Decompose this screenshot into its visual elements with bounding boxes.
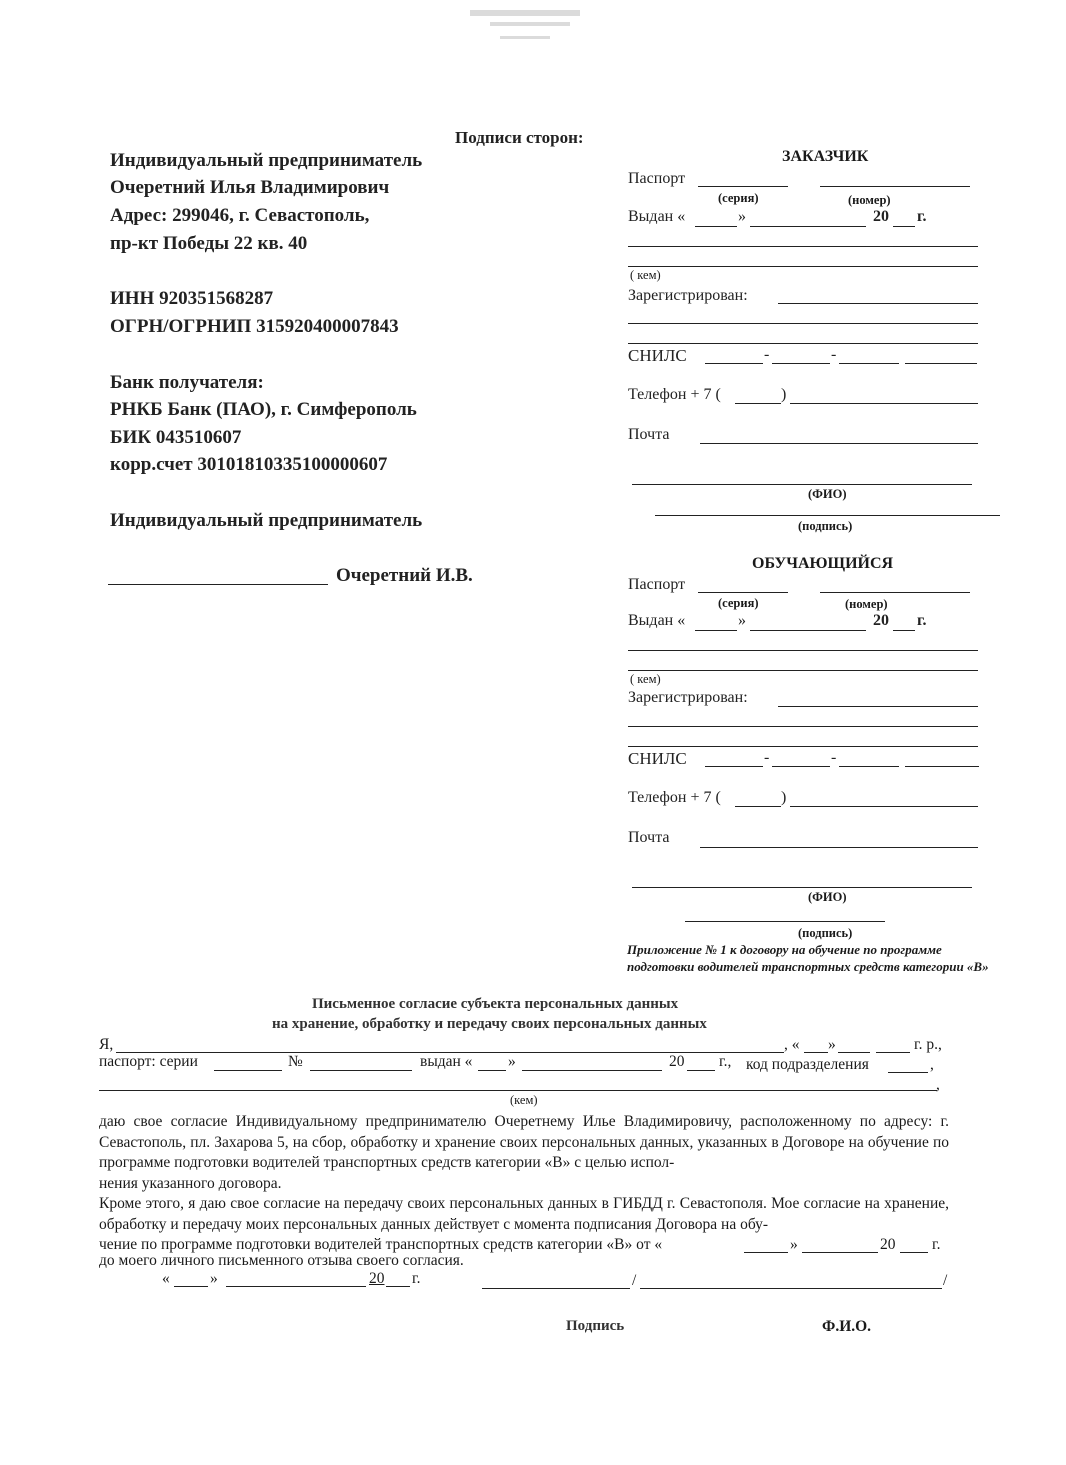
consent-passport-number-field[interactable] xyxy=(310,1070,412,1071)
customer-snils-part-2[interactable] xyxy=(772,363,830,364)
customer-signature-field[interactable] xyxy=(655,515,1000,516)
snils-dash: - xyxy=(764,346,770,363)
consent-contract-month-field[interactable] xyxy=(802,1252,878,1253)
consent-birth-day-field[interactable] xyxy=(804,1052,828,1053)
customer-by-whom-caption: ( кем) xyxy=(630,268,661,282)
consent-fio-caption: Ф.И.О. xyxy=(822,1318,872,1335)
student-snils-part-3[interactable] xyxy=(839,766,899,767)
consent-title-2: на хранение, обработку и передачу своих персональных данных xyxy=(272,1016,707,1032)
quote-close: » xyxy=(828,1036,836,1053)
paren-close: ) xyxy=(781,386,787,403)
consent-issued-day-field[interactable] xyxy=(478,1070,506,1071)
customer-mail-label: Почта xyxy=(628,426,670,443)
scan-artifact xyxy=(490,22,570,26)
customer-snils-label: СНИЛС xyxy=(628,346,687,365)
student-fio-field[interactable] xyxy=(632,887,972,888)
snils-dash: - xyxy=(831,749,837,766)
year-suffix: г., xyxy=(719,1053,732,1070)
customer-snils-part-3[interactable] xyxy=(839,363,899,364)
consent-paragraph-2-line3: чение по программе подготовки водителей транспортных средств категории «В» от « xyxy=(99,1236,663,1253)
quote-close: » xyxy=(508,1053,516,1070)
bank-bik: БИК 043510607 xyxy=(110,427,242,448)
customer-registered-field-2[interactable] xyxy=(628,323,978,324)
consent-kem-caption: (кем) xyxy=(510,1093,538,1107)
sign-name: Очеретний И.В. xyxy=(336,565,473,586)
student-snils-part-2[interactable] xyxy=(772,766,830,767)
student-phone-label: Телефон + 7 ( xyxy=(628,789,721,806)
student-registered-field-3[interactable] xyxy=(628,746,978,747)
comma: , xyxy=(936,1076,940,1093)
slash: / xyxy=(943,1272,948,1289)
consent-sign-day-field[interactable] xyxy=(174,1286,208,1287)
year-prefix: 20 xyxy=(873,208,889,225)
customer-issued-by-field[interactable] xyxy=(628,246,978,247)
student-issued-by-field[interactable] xyxy=(628,650,978,651)
student-signature-caption: (подпись) xyxy=(798,926,853,940)
consent-paragraph-2-end: до моего личного письменного отзыва своего согласия. xyxy=(99,1252,464,1269)
year-suffix: г. xyxy=(932,1236,941,1253)
consent-contract-day-field[interactable] xyxy=(744,1252,788,1253)
consent-paragraph-2 xyxy=(99,1194,949,1235)
customer-issued-month-field[interactable] xyxy=(750,226,866,227)
consent-issued-month-field[interactable] xyxy=(522,1070,662,1071)
year-suffix: г. xyxy=(917,208,927,225)
consent-issued-by-field[interactable] xyxy=(99,1090,937,1091)
contractor-line-2: Очеретний Илья Владимирович xyxy=(110,177,390,198)
year-prefix: 20 xyxy=(873,612,889,629)
student-passport-number-field[interactable] xyxy=(820,592,970,593)
consent-fio-field[interactable] xyxy=(640,1288,942,1289)
consent-passport-label: паспорт: серии xyxy=(99,1053,198,1070)
appendix-line-1: Приложение № 1 к договору на обучение по программе xyxy=(627,942,942,957)
date-open: « xyxy=(162,1270,170,1287)
student-issued-label: Выдан « xyxy=(628,612,686,629)
student-issued-month-field[interactable] xyxy=(750,630,866,631)
consent-number-label: № xyxy=(288,1053,303,1070)
student-snils-part-1[interactable] xyxy=(705,766,763,767)
sign-title: Индивидуальный предприниматель xyxy=(110,510,423,531)
contractor-line-3: Адрес: 299046, г. Севастополь, xyxy=(110,205,370,226)
date-close: » xyxy=(210,1270,218,1287)
consent-paragraph-1 xyxy=(99,1112,949,1194)
quote-close: » xyxy=(790,1236,798,1253)
customer-registered-field-3[interactable] xyxy=(628,343,978,344)
customer-passport-label: Паспорт xyxy=(628,170,686,187)
student-mail-label: Почта xyxy=(628,829,670,846)
student-series-caption: (серия) xyxy=(718,596,759,610)
customer-fio-caption: (ФИО) xyxy=(808,487,847,501)
snils-dash: - xyxy=(831,346,837,363)
consent-contract-year-field[interactable] xyxy=(900,1252,928,1253)
consent-issued-year-field[interactable] xyxy=(687,1070,715,1071)
contractor-inn: ИНН 920351568287 xyxy=(110,288,274,309)
customer-phone-code-field[interactable] xyxy=(735,403,781,404)
consent-birth-open: , « xyxy=(784,1036,800,1053)
year-suffix: г. xyxy=(917,612,927,629)
student-mail-field[interactable] xyxy=(700,847,978,848)
consent-ya-label: Я, xyxy=(99,1036,114,1053)
consent-signature-field[interactable] xyxy=(482,1288,630,1289)
student-passport-label: Паспорт xyxy=(628,576,686,593)
year-prefix: 20 xyxy=(369,1270,385,1287)
year-prefix: 20 xyxy=(669,1053,685,1070)
consent-paragraph-1-text: даю свое согласие Индивидуальному предпринимателю Очеретнему Илье Владимировичу, расположенному по адресу: г. Севастополь, пл. Захарова 5, на сбор, обработку и хранение своих персональных данных, указанных в Договоре на обучение по программе подготовки водителей транспортных средств категории «В» с целью испол- xyxy=(99,1113,949,1171)
student-signature-field[interactable] xyxy=(685,921,885,922)
student-title: ОБУЧАЮЩИЙСЯ xyxy=(752,555,894,572)
student-phone-code-field[interactable] xyxy=(735,806,781,807)
student-issued-day-field[interactable] xyxy=(695,630,737,631)
page-title: Подписи сторон: xyxy=(455,128,584,147)
customer-fio-field[interactable] xyxy=(632,484,972,485)
contractor-ogrn: ОГРН/ОГРНИП 315920400007843 xyxy=(110,316,399,337)
student-issued-by-field-2[interactable] xyxy=(628,670,978,671)
contractor-signature-line[interactable] xyxy=(108,584,328,585)
customer-issued-label: Выдан « xyxy=(628,208,686,225)
customer-snils-part-4[interactable] xyxy=(905,363,977,364)
consent-paragraph-2-text: Кроме этого, я даю свое согласие на передачу своих персональных данных в ГИБДД г. Севастополя. Мое согласие на хранение, обработку и передачу моих персональных данных действует с момента подписания Договора на обу- xyxy=(99,1195,949,1233)
customer-issued-day-field[interactable] xyxy=(695,226,737,227)
customer-phone-label: Телефон + 7 ( xyxy=(628,386,721,403)
consent-birth-month-field[interactable] xyxy=(838,1052,870,1053)
customer-passport-series-field[interactable] xyxy=(698,186,788,187)
bank-name: РНКБ Банк (ПАО), г. Симферополь xyxy=(110,399,417,420)
year-prefix: 20 xyxy=(880,1236,896,1253)
student-by-whom-caption: ( кем) xyxy=(630,672,661,686)
customer-mail-field[interactable] xyxy=(700,443,978,444)
consent-paragraph-1-end: нения указанного договора. xyxy=(99,1174,282,1192)
appendix-line-2: подготовки водителей транспортных средств категории «В» xyxy=(627,959,989,974)
quote-close: » xyxy=(738,612,746,629)
customer-signature-caption: (подпись) xyxy=(798,519,853,533)
student-number-caption: (номер) xyxy=(845,597,888,611)
consent-passport-series-field[interactable] xyxy=(214,1070,282,1071)
contractor-line-1: Индивидуальный предприниматель xyxy=(110,150,423,171)
student-registered-field[interactable] xyxy=(778,706,978,707)
consent-sign-month-field[interactable] xyxy=(226,1286,366,1287)
paren-close: ) xyxy=(781,789,787,806)
student-snils-label: СНИЛС xyxy=(628,749,687,768)
scan-artifact xyxy=(470,10,580,16)
consent-birth-suffix: г. р., xyxy=(914,1036,942,1053)
consent-birth-year-field[interactable] xyxy=(876,1052,910,1053)
student-phone-field[interactable] xyxy=(790,806,978,807)
customer-registered-field[interactable] xyxy=(778,303,978,304)
student-registered-field-2[interactable] xyxy=(628,726,978,727)
year-suffix: г. xyxy=(412,1270,421,1287)
customer-issued-year-field[interactable] xyxy=(893,226,915,227)
scan-artifact xyxy=(500,36,550,39)
snils-dash: - xyxy=(764,749,770,766)
customer-issued-by-field-2[interactable] xyxy=(628,266,978,267)
bank-korr: корр.счет 30101810335100000607 xyxy=(110,454,388,475)
customer-passport-number-field[interactable] xyxy=(820,186,970,187)
consent-dept-code-field[interactable] xyxy=(888,1072,928,1073)
slash: / xyxy=(632,1272,637,1289)
customer-phone-field[interactable] xyxy=(790,403,978,404)
student-issued-year-field[interactable] xyxy=(893,630,915,631)
consent-issued-label: выдан « xyxy=(420,1053,473,1070)
customer-snils-part-1[interactable] xyxy=(705,363,763,364)
contractor-line-4: пр-кт Победы 22 кв. 40 xyxy=(110,233,308,254)
customer-registered-label: Зарегистрирован: xyxy=(628,287,748,304)
student-snils-part-4[interactable] xyxy=(905,766,979,767)
consent-sign-year-field[interactable] xyxy=(386,1286,410,1287)
student-fio-caption: (ФИО) xyxy=(808,890,847,904)
student-registered-label: Зарегистрирован: xyxy=(628,689,748,706)
consent-signature-caption: Подпись xyxy=(566,1318,625,1334)
customer-title: ЗАКАЗЧИК xyxy=(782,148,869,165)
student-passport-series-field[interactable] xyxy=(698,592,788,593)
customer-series-caption: (серия) xyxy=(718,191,759,205)
consent-dept-code-label: код подразделения xyxy=(746,1056,869,1073)
customer-number-caption: (номер) xyxy=(848,193,891,207)
consent-title-1: Письменное согласие субъекта персональных данных xyxy=(312,996,679,1012)
bank-label: Банк получателя: xyxy=(110,372,264,393)
comma: , xyxy=(930,1056,934,1073)
quote-close: » xyxy=(738,208,746,225)
